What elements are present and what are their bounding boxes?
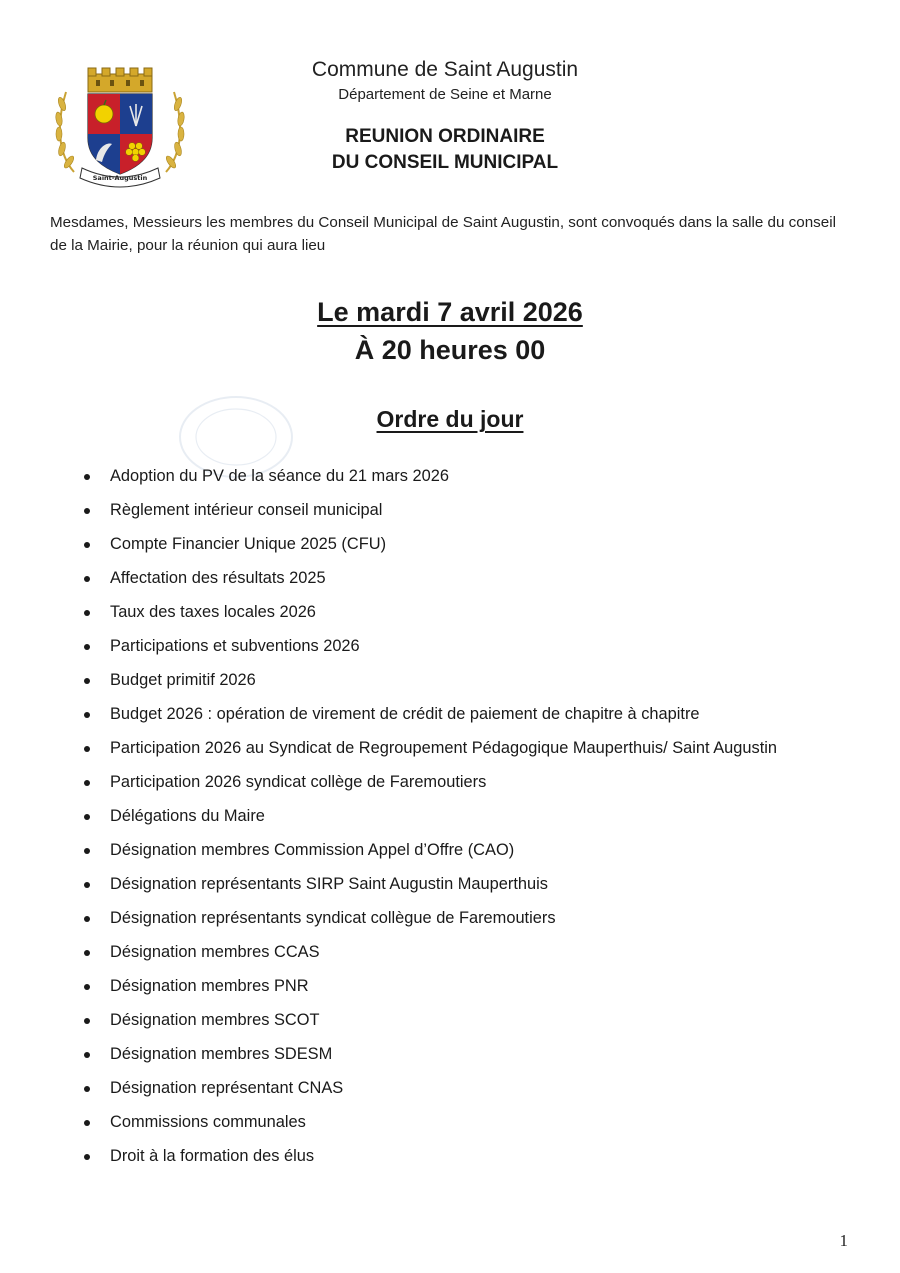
agenda-item-text: Désignation membres SCOT xyxy=(110,1011,320,1029)
agenda-item-text: Désignation membres Commission Appel d’Offre (CAO) xyxy=(110,841,515,859)
coat-of-arms-logo xyxy=(52,64,188,188)
agenda-item xyxy=(84,736,784,761)
agenda-item-text: Droit à la formation des élus xyxy=(110,1147,315,1165)
bullet-icon xyxy=(84,1154,90,1160)
agenda-item-text: Adoption du PV de la séance du 21 mars 2026 xyxy=(110,467,449,485)
bullet-icon xyxy=(84,610,90,616)
agenda-item xyxy=(84,1076,784,1101)
agenda-item-text: Compte Financier Unique 2025 (CFU) xyxy=(110,535,387,553)
bullet-icon xyxy=(84,1086,90,1092)
agenda-item xyxy=(84,1042,784,1067)
agenda-item-text: Participation 2026 au Syndicat de Regroupement Pédagogique Mauperthuis/ Saint Augustin xyxy=(110,739,778,757)
agenda-item-text: Désignation membres CCAS xyxy=(110,943,320,961)
agenda-item-text: Participations et subventions 2026 xyxy=(110,637,360,655)
bullet-icon xyxy=(84,474,90,480)
agenda-item-text: Budget 2026 : opération de virement de crédit de paiement de chapitre à chapitre xyxy=(110,705,700,723)
bullet-icon xyxy=(84,542,90,548)
meeting-date: Le mardi 7 avril 2026 xyxy=(317,297,583,327)
bullet-icon xyxy=(84,814,90,820)
bullet-icon xyxy=(84,678,90,684)
agenda-item-text: Désignation représentants syndicat collègue de Faremoutiers xyxy=(110,909,556,927)
bullet-icon xyxy=(84,1120,90,1126)
bullet-icon xyxy=(84,780,90,786)
agenda-item xyxy=(84,1110,784,1135)
agenda-item xyxy=(84,498,784,523)
document-header xyxy=(240,56,650,176)
agenda-item xyxy=(84,532,784,557)
agenda-item xyxy=(84,1008,784,1033)
bullet-icon xyxy=(84,950,90,956)
bullet-icon xyxy=(84,1052,90,1058)
meeting-datetime xyxy=(0,293,900,369)
agenda-item-text: Règlement intérieur conseil municipal xyxy=(110,501,383,519)
agenda-item xyxy=(84,770,784,795)
agenda-item-text: Désignation membres SDESM xyxy=(110,1045,333,1063)
agenda-item-text: Délégations du Maire xyxy=(110,807,265,825)
department-name: Département de Seine et Marne xyxy=(338,86,552,103)
meeting-title-line1: REUNION ORDINAIRE xyxy=(345,126,545,147)
bullet-icon xyxy=(84,882,90,888)
agenda-item-text: Désignation membres PNR xyxy=(110,977,309,995)
agenda-item xyxy=(84,906,784,931)
agenda-item xyxy=(84,464,784,489)
bullet-icon xyxy=(84,848,90,854)
agenda-item-text: Désignation représentant CNAS xyxy=(110,1079,344,1097)
agenda-item xyxy=(84,804,784,829)
agenda-item-text: Budget primitif 2026 xyxy=(110,671,256,689)
bullet-icon xyxy=(84,712,90,718)
bullet-icon xyxy=(84,1018,90,1024)
convocation-paragraph: Mesdames, Messieurs les membres du Conseil Municipal de Saint Augustin, sont convoqués dans la salle du conseil de la Mairie, pour la réunion qui aura lieu xyxy=(50,214,836,254)
agenda-item xyxy=(84,838,784,863)
agenda-item xyxy=(84,634,784,659)
agenda-item xyxy=(84,1144,784,1169)
commune-name: Commune de Saint Augustin xyxy=(311,58,579,81)
bullet-icon xyxy=(84,916,90,922)
agenda-item xyxy=(84,872,784,897)
agenda-title: Ordre du jour xyxy=(376,406,524,432)
page-number: 1 xyxy=(839,1231,848,1250)
agenda-item-text: Participation 2026 syndicat collège de Faremoutiers xyxy=(110,773,487,791)
agenda-item xyxy=(84,668,784,693)
meeting-time: À 20 heures 00 xyxy=(354,335,546,365)
agenda-item xyxy=(84,600,784,625)
agenda-item xyxy=(84,974,784,999)
meeting-title xyxy=(240,124,650,176)
agenda-item xyxy=(84,566,784,591)
agenda-list xyxy=(84,464,784,1178)
agenda-item-text: Affectation des résultats 2025 xyxy=(110,569,326,587)
agenda-item-text: Commissions communales xyxy=(110,1113,306,1131)
bullet-icon xyxy=(84,746,90,752)
agenda-item xyxy=(84,940,784,965)
agenda-item-text: Taux des taxes locales 2026 xyxy=(110,603,316,621)
bullet-icon xyxy=(84,508,90,514)
bullet-icon xyxy=(84,644,90,650)
agenda-item xyxy=(84,702,784,727)
crest-banner-text: Saint-Augustin xyxy=(92,174,148,182)
bullet-icon xyxy=(84,576,90,582)
agenda-item-text: Désignation représentants SIRP Saint Augustin Mauperthuis xyxy=(110,875,548,893)
bullet-icon xyxy=(84,984,90,990)
meeting-title-line2: DU CONSEIL MUNICIPAL xyxy=(331,152,559,173)
